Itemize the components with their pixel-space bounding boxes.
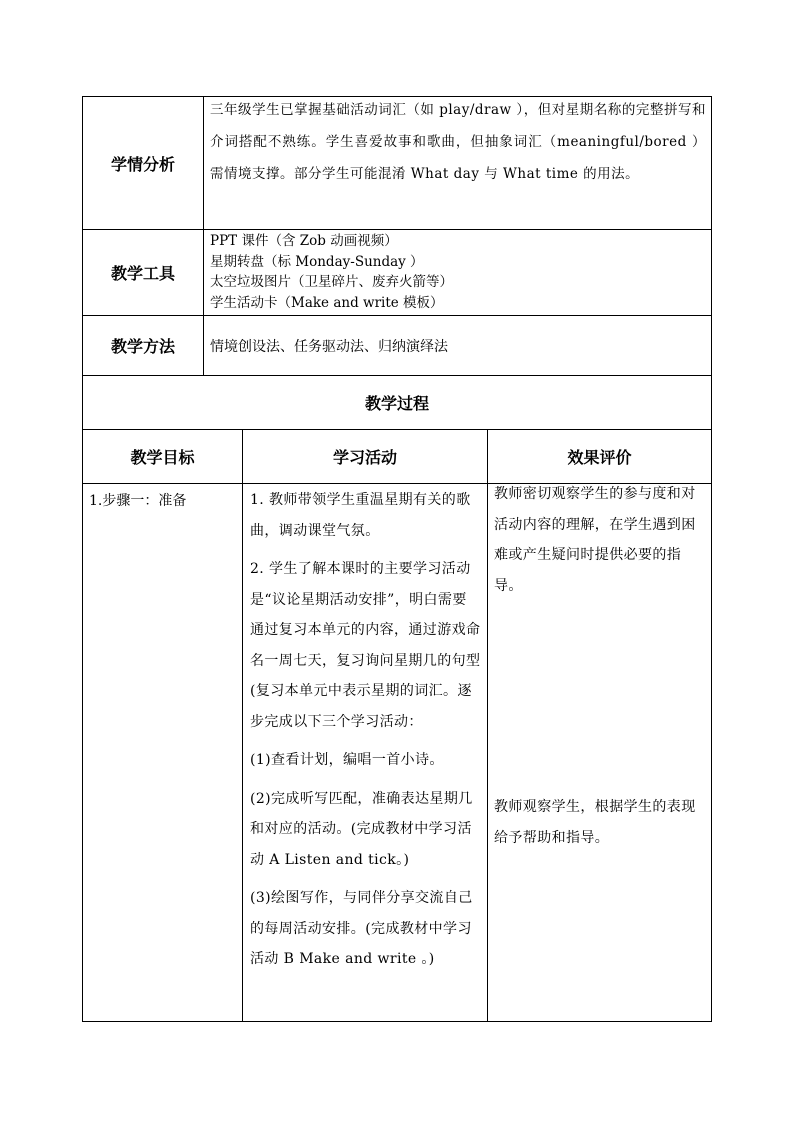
label-student-analysis: 学情分析 bbox=[110, 154, 175, 174]
tool-item: 太空垃圾图片（卫星碎片、废弃火箭等） bbox=[210, 274, 453, 290]
label-teaching-methods: 教学方法 bbox=[110, 337, 175, 356]
activity-paragraph: 1. 教师带领学生重温星期有关的歌曲，调动课堂气氛。 bbox=[250, 492, 471, 539]
header-teaching-goal: 教学目标 bbox=[130, 448, 195, 467]
section-title-teaching-process: 教学过程 bbox=[364, 394, 429, 413]
header-effect-evaluation: 效果评价 bbox=[567, 448, 632, 467]
activity-paragraph: (3)绘图写作，与同伴分享交流自己的每周活动安排。(完成教材中学习活动 B Make and write 。) bbox=[250, 890, 473, 967]
evaluation-text-2: 教师观察学生，根据学生的表现给予帮助和指导。 bbox=[494, 799, 696, 846]
header-learning-activity: 学习活动 bbox=[332, 448, 397, 467]
label-column-divider bbox=[203, 96, 204, 376]
table-border-right bbox=[711, 96, 712, 1022]
process-column-divider-2 bbox=[487, 429, 488, 1022]
teaching-goal-step: 1.步骤一：准备 bbox=[89, 493, 187, 509]
teaching-methods-text: 情境创设法、任务驱动法、归纳演绎法 bbox=[210, 338, 448, 355]
activity-paragraph: 2. 学生了解本课时的主要学习活动是“议论星期活动安排”，明白需要通过复习本单元的内容，通过游戏命名一周七天，复习询问星期几的句型(复习本单元中表示星期的词汇。逐步完成以下三个学习活动： bbox=[250, 561, 481, 730]
learning-activities bbox=[250, 485, 481, 983]
activity-paragraph: (2)完成听写匹配，准确表达星期几和对应的活动。(完成教材中学习活动 A Listen and tick。) bbox=[250, 790, 473, 868]
teaching-tools-list bbox=[210, 231, 706, 315]
process-column-divider-1 bbox=[242, 429, 243, 1022]
label-teaching-tools: 教学工具 bbox=[110, 264, 175, 283]
table-border-bottom bbox=[82, 1021, 712, 1022]
evaluation-text-1: 教师密切观察学生的参与度和对活动内容的理解，在学生遇到困难或产生疑问时提供必要的指导。 bbox=[494, 486, 696, 594]
student-analysis-text: 三年级学生已掌握基础活动词汇（如 play/draw ），但对星期名称的完整拼写和介词搭配不熟练。学生喜爱故事和歌曲，但抽象词汇（meaningful/bored ）需情境支撑。部分学生可能混淆 What day 与 What time 的用法。 bbox=[210, 102, 706, 182]
activity-paragraph: (1)查看计划，编唱一首小诗。 bbox=[250, 752, 444, 768]
tool-item: 星期转盘（标 Monday-Sunday ） bbox=[210, 253, 424, 270]
tool-item: PPT 课件（含 Zob 动画视频） bbox=[210, 233, 398, 249]
tool-item: 学生活动卡（Make and write 模板） bbox=[210, 294, 444, 311]
